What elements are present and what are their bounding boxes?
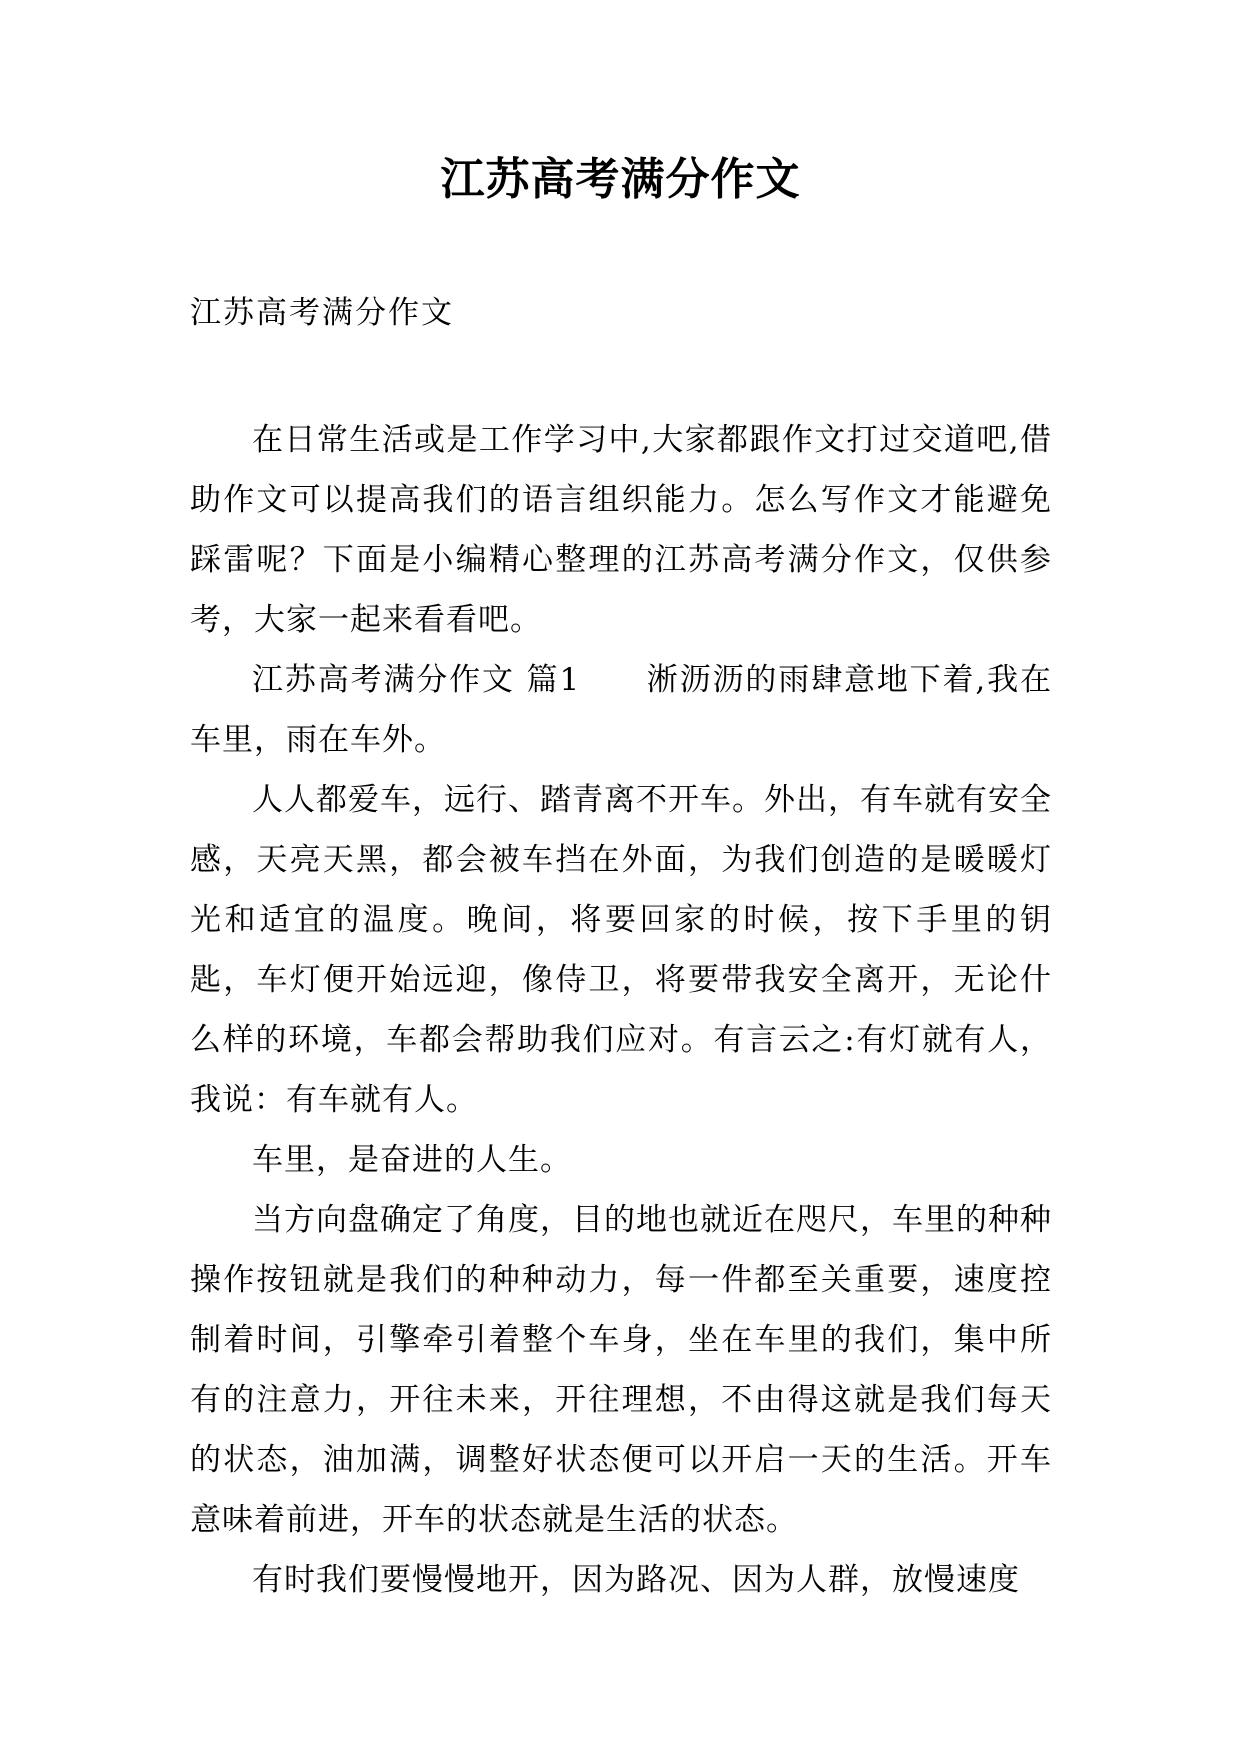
- document-subtitle: 江苏高考满分作文: [190, 295, 454, 331]
- paragraph: 当方向盘确定了角度，目的地也就近在咫尺，车里的种种操作按钮就是我们的种种动力，每一件都至关重要，速度控制着时间，引擎牵引着整个车身，坐在车里的我们，集中所有的注意力，开往未来，开往理想，不由得这就是我们每天的状态，油加满，调整好状态便可以开启一天的生活。开车意味着前进，开车的状态就是生活的状态。: [190, 1202, 1052, 1538]
- paragraph: 人人都爱车，远行、踏青离不开车。外出，有车就有安全感，天亮天黑，都会被车挡在外面，为我们创造的是暖暖灯光和适宜的温度。晚间，将要回家的时候，按下手里的钥匙，车灯便开始远迎，像侍卫，将要带我安全离开，无论什么样的环境，车都会帮助我们应对。有言云之:有灯就有人，我说：有车就有人。: [190, 782, 1052, 1118]
- paragraph: 车里，是奋进的人生。: [252, 1142, 572, 1178]
- paragraph: 在日常生活或是工作学习中,大家都跟作文打过交道吧,借助作文可以提高我们的语言组织能力。怎么写作文才能避免踩雷呢？下面是小编精心整理的江苏高考满分作文，仅供参考，大家一起来看看吧。: [190, 422, 1052, 638]
- document-body: [190, 410, 1052, 1610]
- paragraph: 有时我们要慢慢地开，因为路况、因为人群，放慢速度: [252, 1562, 1020, 1598]
- paragraph: 江苏高考满分作文 篇1 淅沥沥的雨肆意地下着,我在车里，雨在车外。: [190, 662, 1052, 758]
- page-title: 江苏高考满分作文: [440, 154, 801, 205]
